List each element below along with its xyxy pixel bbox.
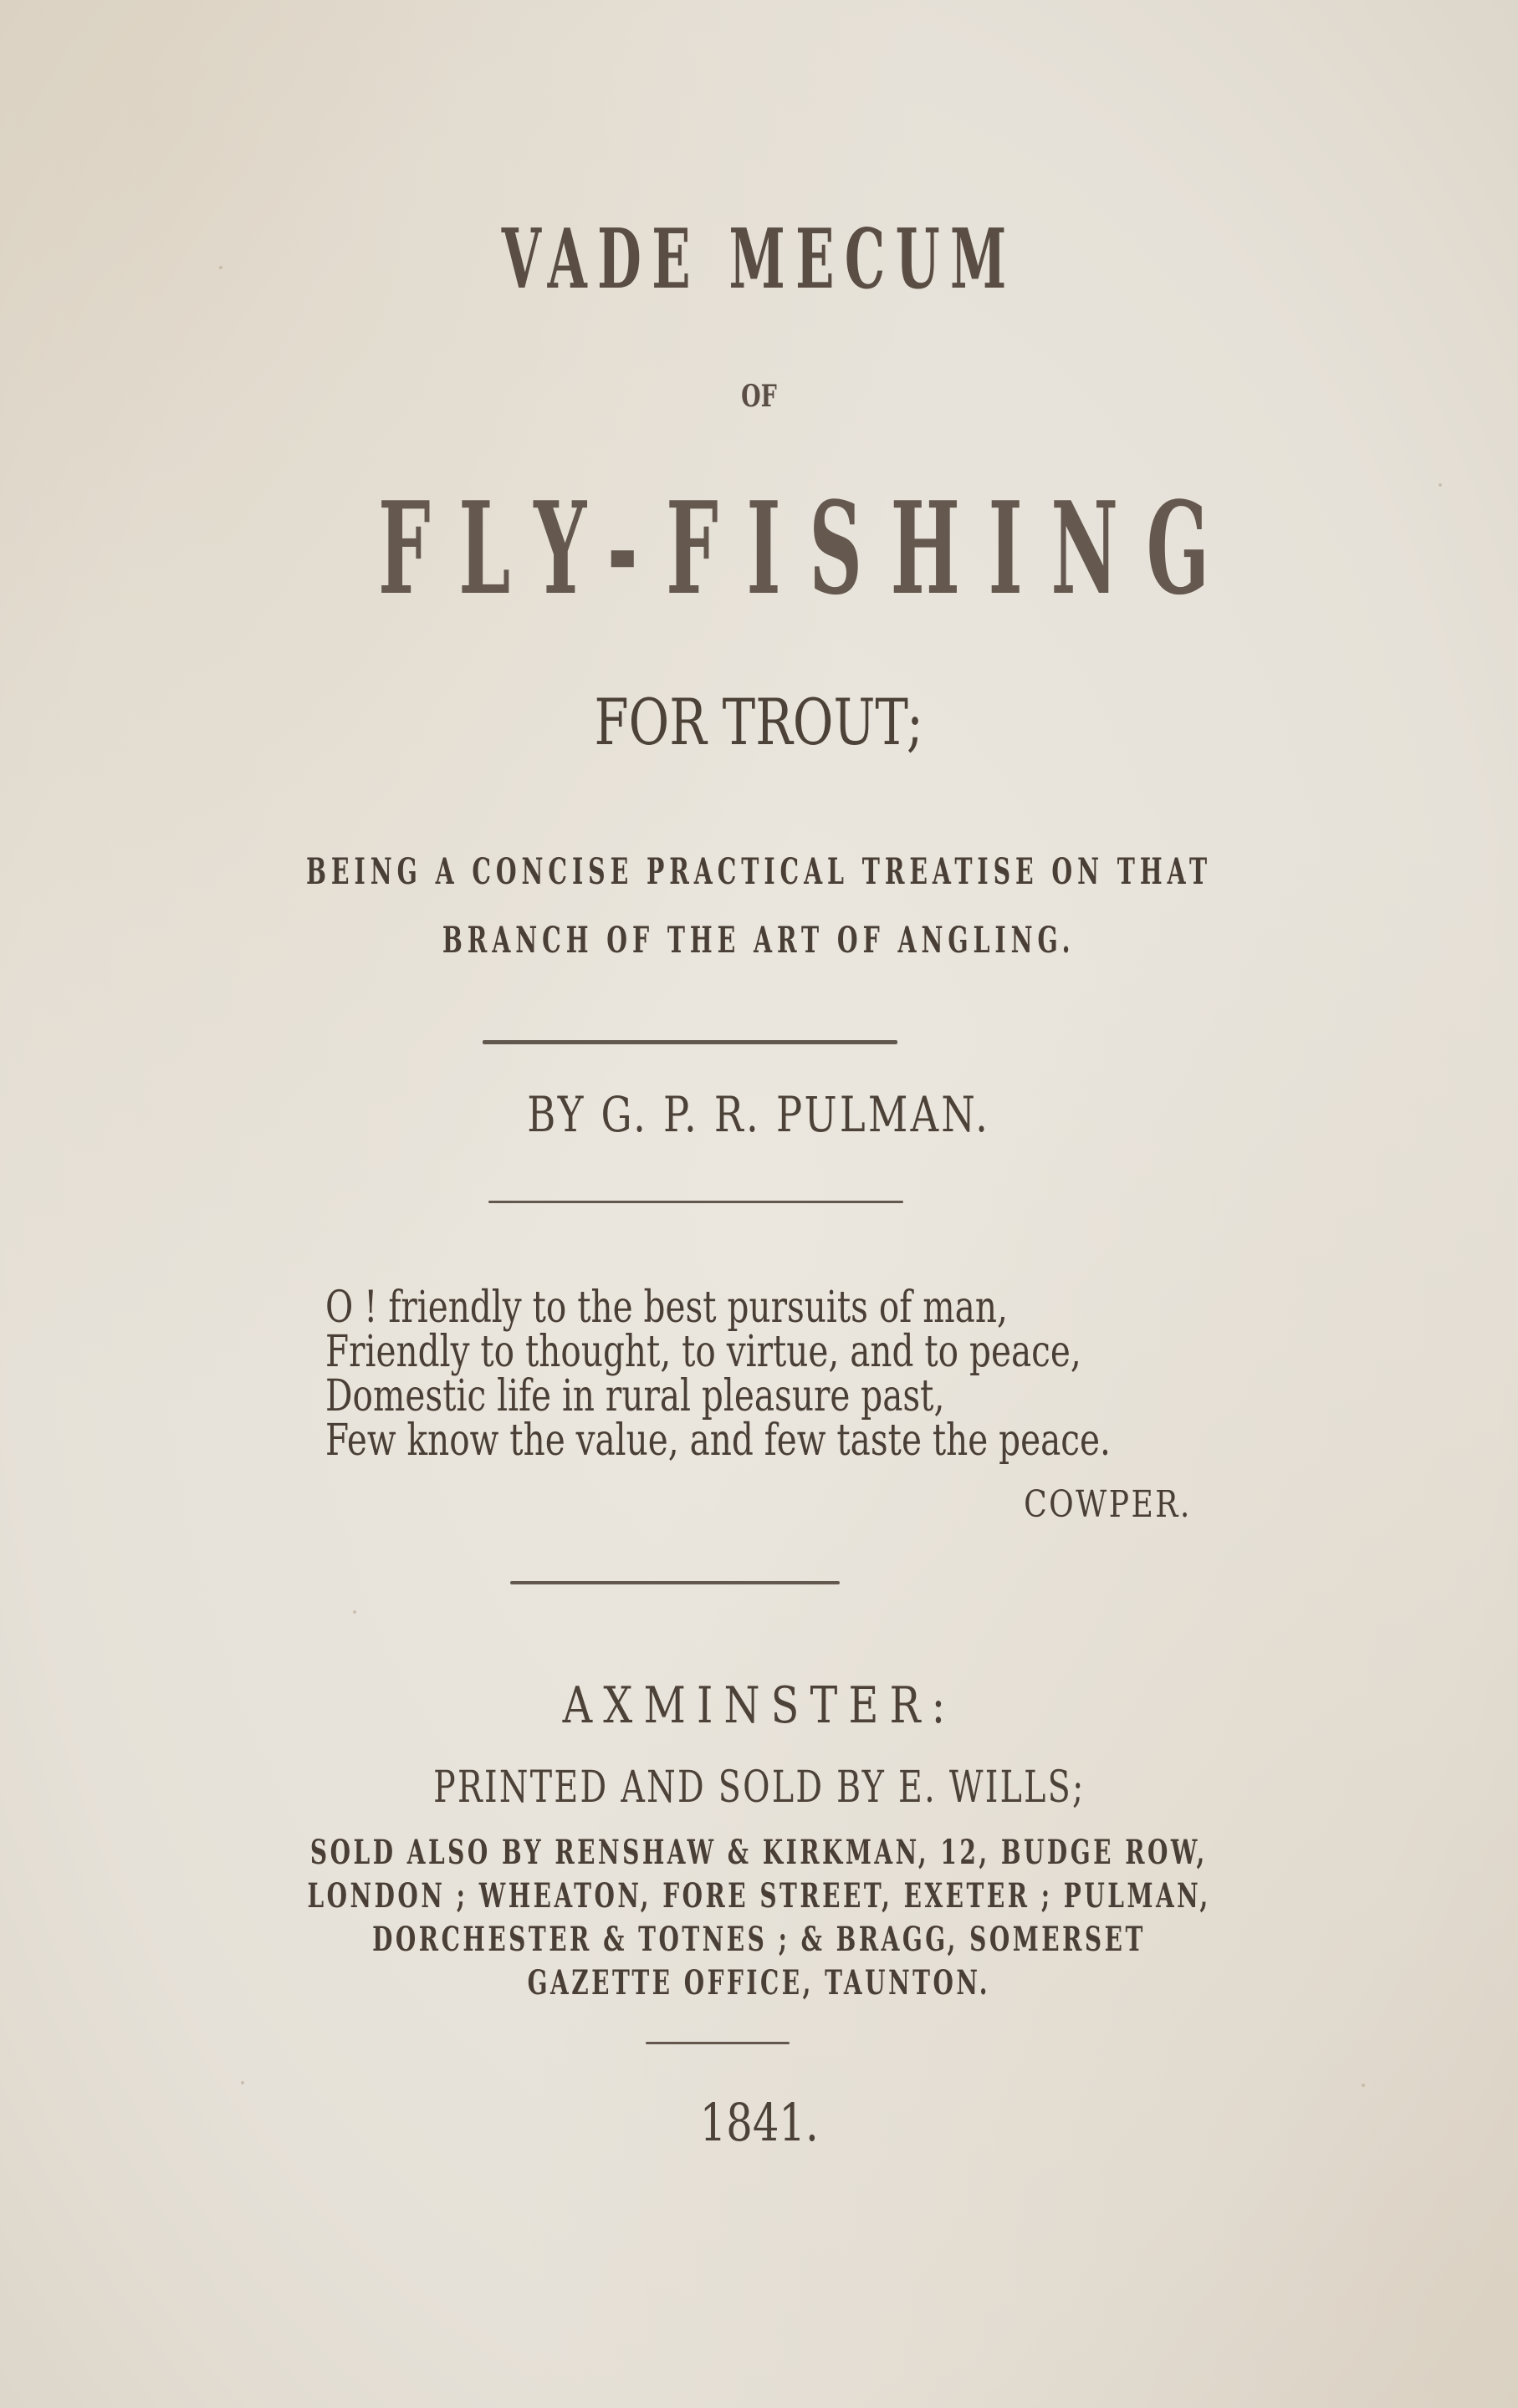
subtitle-line-1: BEING A CONCISE PRACTICAL TREATISE ON THAT bbox=[305, 851, 1213, 893]
epigraph bbox=[325, 1283, 1332, 1466]
imprint-place: AXMINSTER: bbox=[562, 1676, 956, 1735]
paper-speck bbox=[1362, 2084, 1365, 2087]
subtitle-line-2: BRANCH OF THE ART OF ANGLING. bbox=[442, 920, 1076, 962]
title-of: OF bbox=[741, 379, 777, 414]
epigraph-attribution: COWPER. bbox=[1024, 1483, 1192, 1526]
imprint-year: 1841. bbox=[699, 2092, 819, 2153]
divider-rule bbox=[483, 1040, 897, 1044]
title-fly-fishing: FLY-FISHING bbox=[377, 473, 1238, 623]
paper-speck bbox=[353, 1610, 356, 1614]
imprint-sellers-line: SOLD ALSO BY RENSHAW & KIRKMAN, 12, BUDGE ROW, bbox=[310, 1833, 1208, 1872]
divider-rule bbox=[510, 1581, 840, 1584]
imprint-sellers-line: LONDON ; WHEATON, FORE STREET, EXETER ; PULMAN, bbox=[307, 1876, 1211, 1916]
author-line: BY G. P. R. PULMAN. bbox=[527, 1086, 991, 1143]
epigraph-line: Friendly to thought, to virtue, and to peace, bbox=[325, 1327, 1081, 1377]
epigraph-line: Domestic life in rural pleasure past, bbox=[325, 1371, 945, 1421]
title-vade-mecum: VADE MECUM bbox=[501, 212, 1017, 308]
paper-speck bbox=[241, 2081, 244, 2084]
imprint-sellers-line: GAZETTE OFFICE, TAUNTON. bbox=[527, 1963, 991, 2002]
divider-rule bbox=[646, 2042, 790, 2044]
epigraph-line: Few know the value, and few taste the peace. bbox=[325, 1416, 1111, 1466]
imprint-printer: PRINTED AND SOLD BY E. WILLS; bbox=[432, 1763, 1086, 1813]
epigraph-line: O ! friendly to the best pursuits of man, bbox=[325, 1283, 1008, 1333]
title-for-trout: FOR TROUT; bbox=[594, 685, 924, 759]
divider-rule bbox=[488, 1201, 903, 1203]
imprint-sellers-line: DORCHESTER & TOTNES ; & BRAGG, SOMERSET bbox=[372, 1920, 1146, 1959]
